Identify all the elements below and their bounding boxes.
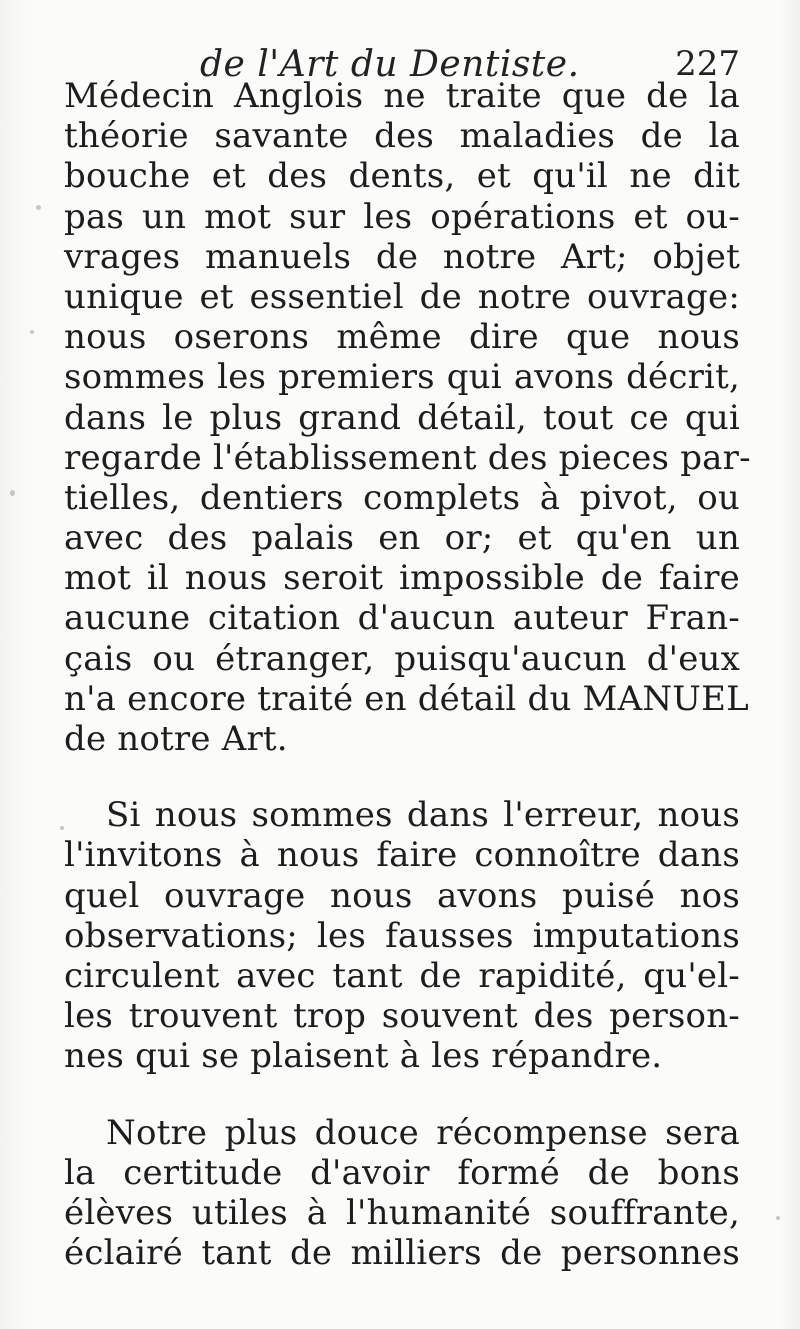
text-line: nous oserons même dire que nous xyxy=(64,317,740,358)
page-edge-shadow xyxy=(780,0,800,1329)
text-line: éclairé tant de milliers de personnes xyxy=(64,1233,740,1274)
page-number: 227 xyxy=(675,44,740,84)
text-line: Médecin Anglois ne traite que de la xyxy=(64,76,740,116)
text-line: les trouvent trop souvent des person- xyxy=(64,996,740,1037)
paragraph-gap xyxy=(64,1077,740,1113)
running-title: de l'Art du Dentiste. xyxy=(200,44,580,85)
paper-speck xyxy=(10,490,15,496)
paper-speck xyxy=(30,330,34,334)
text-line: aucune citation d'aucun auteur Fran- xyxy=(64,598,740,639)
text-line: observations; les fausses imputations xyxy=(64,915,740,956)
page-gutter-shadow xyxy=(0,0,34,1329)
text-line: dans le plus grand détail, tout ce qui xyxy=(64,397,740,438)
text-line: élèves utiles à l'humanité souffrante, xyxy=(64,1192,740,1233)
text-line: la certitude d'avoir formé de bons xyxy=(64,1152,740,1193)
text-line: l'invitons à nous faire connoître dans xyxy=(64,835,740,876)
text-line: nes qui se plaisent à les répandre. xyxy=(64,1036,663,1077)
text-line: Notre plus douce récompense sera xyxy=(106,1112,740,1153)
text-line: Si nous sommes dans l'erreur, nous xyxy=(106,795,740,836)
text-line: théorie savante des maladies de la xyxy=(64,116,740,157)
text-line: sommes les premiers qui avons décrit, xyxy=(64,357,740,398)
text-line: circulent avec tant de rapidité, qu'el- xyxy=(64,955,740,996)
body-text xyxy=(64,76,751,1274)
paper-speck xyxy=(776,1216,780,1220)
text-line: mot il nous seroit impossible de faire xyxy=(64,558,740,599)
text-line: tielles, dentiers complets à pivot, ou xyxy=(64,477,740,518)
text-line: de notre Art. xyxy=(64,719,288,759)
text-line: vrages manuels de notre Art; objet xyxy=(64,236,740,277)
paragraph-2 xyxy=(64,795,740,1076)
text-line: pas un mot sur les opérations et ou- xyxy=(64,196,740,237)
text-line: bouche et des dents, et qu'il ne dit xyxy=(64,156,740,197)
text-line: n'a encore traité en détail du MANUEL xyxy=(64,678,749,719)
paper-speck xyxy=(36,205,41,210)
paragraph-1 xyxy=(64,76,751,759)
text-line: quel ouvrage nous avons puisé nos xyxy=(64,875,740,916)
paragraph-gap xyxy=(64,759,740,795)
text-line: regarde l'établissement des pieces par- xyxy=(64,437,751,478)
paper-speck xyxy=(60,826,64,830)
text-line: çais ou étranger, puisqu'aucun d'eux xyxy=(64,638,740,679)
text-line: unique et essentiel de notre ouvrage: xyxy=(64,276,740,317)
paragraph-3 xyxy=(64,1113,740,1274)
text-line: avec des palais en or; et qu'en un xyxy=(64,518,740,559)
